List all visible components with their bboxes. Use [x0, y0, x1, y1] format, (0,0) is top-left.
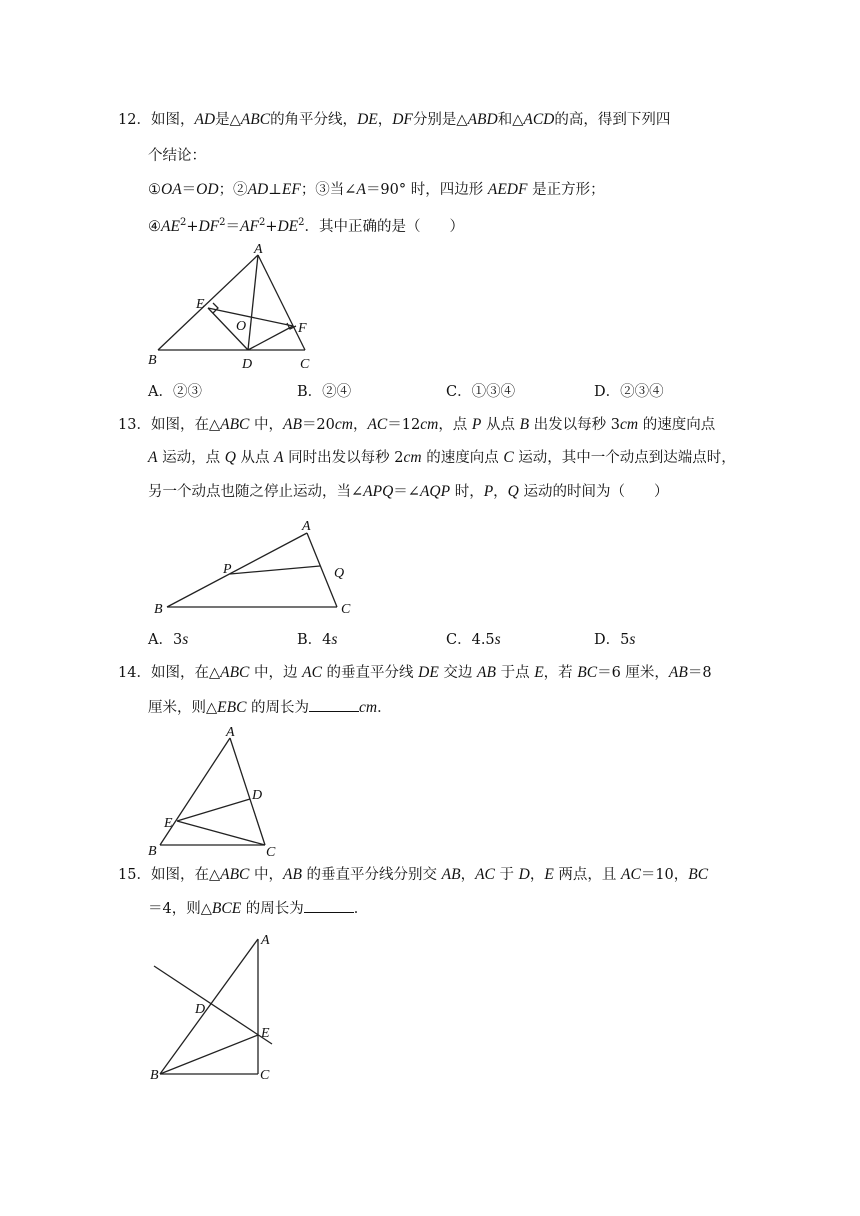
- q14-label-A: A: [226, 725, 235, 740]
- q14-text: E: [534, 664, 544, 681]
- q14-text: AC: [302, 664, 322, 681]
- q15-text: ．: [353, 901, 369, 917]
- q12-text: DF: [198, 217, 220, 235]
- q13-text: APQ: [363, 483, 394, 500]
- q13-option-c-text: C．4.5: [446, 632, 495, 648]
- q12-text: DE: [357, 111, 378, 128]
- q12-label-A: A: [254, 242, 263, 257]
- q15-text: AC: [475, 866, 495, 883]
- q15-text: ，: [529, 867, 545, 883]
- q13-text: 如图，在△: [150, 417, 221, 433]
- q12-text: 的高，得到下列四: [554, 112, 671, 128]
- q12-label-O: O: [236, 319, 247, 334]
- q13-text: 的速度向点: [421, 450, 504, 466]
- q12-text: 是△: [215, 112, 241, 128]
- q12-seg-AD: [248, 255, 258, 350]
- q15-text: BCE: [211, 900, 242, 917]
- q12-sup: 2: [179, 217, 187, 228]
- q14-text: 的周长为: [246, 700, 310, 716]
- q12-text: 和△: [497, 112, 524, 128]
- q12-text: OA: [161, 181, 182, 198]
- q13-text: 同时出发以每秒 2: [283, 450, 404, 466]
- q13-text: 运动，其中一个动点到达端点时，: [513, 450, 736, 466]
- q13-line2: [148, 448, 736, 468]
- q13-line1: [118, 415, 715, 435]
- q15-text: ABC: [220, 866, 250, 883]
- q15-line2: [148, 898, 368, 919]
- q15-seg-AB: [160, 939, 258, 1074]
- q15-text: BC: [688, 866, 709, 883]
- q12-text: ，: [377, 112, 393, 128]
- q12-text: OD: [196, 181, 219, 198]
- q12-text: ④: [148, 218, 161, 235]
- q14-text: DE: [418, 664, 439, 681]
- q14-text: ．: [377, 700, 392, 716]
- q14-text: ＝8: [687, 665, 712, 681]
- q13-option-b[interactable]: [297, 630, 337, 650]
- q15-text: 于: [494, 867, 519, 883]
- q13-text: 的速度向点: [638, 417, 716, 433]
- q12-text: ABD: [467, 111, 498, 128]
- q15-label-D: D: [195, 1002, 206, 1017]
- q14-line1: [118, 663, 712, 683]
- q14-text: ABC: [220, 664, 250, 681]
- q15-text: ＝4，则△: [148, 901, 212, 917]
- q13-text: ＝∠: [393, 484, 420, 500]
- q12-text: ；③当∠: [300, 182, 357, 198]
- q14-label-E: E: [164, 816, 173, 831]
- q14-text: 交边: [438, 665, 478, 681]
- q14-text: AB: [668, 664, 688, 681]
- q12-line3: [148, 180, 605, 200]
- q12-text: DE: [277, 217, 299, 235]
- q15-text: D: [518, 866, 530, 883]
- q15-text: 中，: [249, 867, 283, 883]
- q15-label-B: B: [150, 1068, 159, 1083]
- q12-label-F: F: [298, 321, 307, 336]
- q12-text: ①: [148, 182, 161, 198]
- q14-figure: [140, 723, 290, 858]
- q15-text: ，: [460, 867, 476, 883]
- q13-text: cm: [620, 416, 639, 433]
- q15-text: ＝10，: [640, 867, 689, 883]
- q12-text: AE: [161, 217, 180, 235]
- q12-line1: [118, 110, 670, 130]
- q13-label-B: B: [154, 602, 163, 617]
- q12-text: ．其中正确的是（ ）: [304, 218, 465, 235]
- q12-figure: [140, 240, 340, 380]
- q12-seg-AB: [158, 255, 258, 350]
- q15-text: AB: [283, 866, 302, 883]
- q12-text: 如图，: [150, 112, 195, 128]
- q12-sup: 2: [219, 217, 226, 228]
- q12-text: ＝90° 时，四边形: [365, 182, 488, 198]
- q12-text: ；②: [218, 182, 248, 198]
- q13-text: 时，: [450, 484, 484, 500]
- q14-answer-blank[interactable]: [309, 697, 359, 712]
- q12-text: +: [186, 218, 199, 235]
- q13-label-P: P: [223, 562, 232, 577]
- q12-text: 的角平分线，: [270, 112, 358, 128]
- q12-text: DF: [392, 111, 413, 128]
- q14-text: 中，边: [249, 665, 303, 681]
- q12-text: ＝: [181, 182, 197, 198]
- q13-text: Q: [224, 449, 236, 466]
- q15-text: AB: [441, 866, 461, 883]
- q13-label-Q: Q: [334, 566, 345, 581]
- q15-figure: [140, 925, 290, 1085]
- q15-number: 15．: [118, 867, 151, 883]
- q13-text: ＝20: [301, 417, 335, 433]
- q13-text: 运动的时间为（ ）: [518, 484, 669, 500]
- q13-text: C: [503, 449, 514, 466]
- q12-text: ＝: [225, 218, 241, 235]
- q12-text: AEDF: [487, 181, 528, 198]
- q14-label-C: C: [266, 845, 276, 858]
- q12-label-B: B: [148, 353, 157, 368]
- q13-text: cm: [420, 416, 439, 433]
- q13-text: AB: [283, 416, 302, 433]
- q14-text: BC: [577, 664, 598, 681]
- q15-answer-blank[interactable]: [304, 898, 354, 913]
- q13-text: 从点: [481, 417, 520, 433]
- q13-text: 运动，点: [157, 450, 225, 466]
- q13-label-A: A: [302, 519, 311, 534]
- q12-label-C: C: [300, 357, 310, 372]
- q13-seg-AC: [307, 533, 337, 607]
- q14-label-D: D: [252, 788, 263, 803]
- q13-text: 中，: [249, 417, 283, 433]
- q14-number: 14．: [118, 665, 151, 681]
- q12-text: AD: [194, 111, 216, 128]
- q12-seg-DF: [248, 326, 293, 350]
- q12-label-E: E: [196, 297, 205, 312]
- q14-text: 于点: [495, 665, 535, 681]
- q13-figure: [145, 515, 375, 620]
- q12-text: ABC: [240, 111, 271, 128]
- q12-text: 是正方形；: [527, 182, 605, 198]
- q13-text: ，: [493, 484, 508, 500]
- q15-seg-perp-bisector: [154, 966, 272, 1044]
- q14-text: 的垂直平分线: [321, 665, 419, 681]
- q14-text: AB: [477, 664, 496, 681]
- q13-number: 13．: [118, 417, 151, 433]
- q13-option-d-unit: s: [629, 631, 636, 648]
- q15-label-C: C: [260, 1068, 270, 1083]
- q15-label-A: A: [261, 933, 270, 948]
- q13-text: AC: [367, 416, 388, 433]
- q13-text: P: [471, 416, 482, 433]
- q14-text: 如图，在△: [150, 665, 221, 681]
- q12-option-a[interactable]: A．②③: [148, 384, 202, 400]
- q12-text: +: [265, 218, 278, 235]
- q14-text: 厘米，则△: [148, 700, 218, 716]
- q13-text: B: [519, 416, 530, 433]
- q12-text: 分别是△: [412, 112, 468, 128]
- q12-option-d[interactable]: D．②③④: [594, 384, 664, 400]
- q12-text: AD: [247, 181, 269, 198]
- q13-option-a-unit: s: [182, 631, 189, 648]
- q13-text: Q: [507, 483, 519, 500]
- q14-label-B: B: [148, 844, 157, 858]
- q12-line2: [148, 146, 206, 166]
- q13-text: cm: [334, 416, 353, 433]
- q13-option-b-unit: s: [331, 631, 338, 648]
- q12-number: 12．: [118, 112, 151, 128]
- q12-sup: 2: [298, 217, 305, 228]
- q12-option-c[interactable]: C．①③④: [446, 384, 516, 400]
- q15-text: 如图，在△: [150, 867, 221, 883]
- q13-option-d[interactable]: [594, 630, 635, 650]
- q12-text: ⊥: [268, 182, 282, 198]
- q13-seg-AB: [167, 533, 307, 607]
- q13-option-c[interactable]: [446, 630, 501, 650]
- q13-option-a-text: A．3: [148, 632, 183, 648]
- q13-option-a[interactable]: [148, 630, 188, 650]
- q13-option-b-text: B．4: [297, 632, 332, 648]
- q13-text: A: [274, 449, 284, 466]
- q14-text: cm: [359, 699, 378, 716]
- q15-label-E: E: [261, 1026, 270, 1041]
- q13-line3: [148, 482, 668, 502]
- q13-text: AQP: [419, 483, 451, 500]
- q13-text: cm: [403, 449, 422, 466]
- q15-text: 两点，且: [553, 867, 622, 883]
- q13-text: 出发以每秒 3: [529, 417, 621, 433]
- q15-text: AC: [621, 866, 641, 883]
- q15-text: E: [544, 866, 554, 883]
- q12-text: A: [356, 181, 366, 198]
- q13-text: ＝12: [387, 417, 421, 433]
- q12-sup: 2: [258, 217, 266, 228]
- q13-text: 从点: [235, 450, 275, 466]
- q12-line4: [148, 213, 464, 237]
- q13-text: ，: [352, 417, 368, 433]
- q13-text: P: [483, 483, 494, 500]
- q12-text: ACD: [523, 111, 555, 128]
- q13-text: ABC: [220, 416, 250, 433]
- q13-text: ，点: [438, 417, 472, 433]
- q12-text: 个结论：: [148, 148, 206, 164]
- q15-text: 的周长为: [241, 901, 304, 917]
- q14-text: ＝6 厘米，: [597, 665, 669, 681]
- q14-text: EBC: [217, 699, 247, 716]
- q13-option-d-text: D．5: [594, 632, 630, 648]
- q12-text: EF: [281, 181, 301, 198]
- q15-line1: [118, 865, 708, 885]
- q13-label-C: C: [341, 602, 351, 617]
- q12-text: AF: [240, 217, 259, 235]
- q14-text: ，若: [543, 665, 578, 681]
- q15-text: 的垂直平分线分别交: [301, 867, 442, 883]
- q14-seg-EC: [177, 821, 265, 845]
- q14-line2: [148, 697, 392, 718]
- q13-text: 另一个动点也随之停止运动，当∠: [148, 484, 364, 500]
- q13-option-c-unit: s: [494, 631, 501, 648]
- q13-text: A: [148, 449, 158, 466]
- q12-label-D: D: [242, 357, 253, 372]
- q12-right-angle-E: [213, 303, 218, 313]
- q12-option-b[interactable]: B．②④: [297, 384, 352, 400]
